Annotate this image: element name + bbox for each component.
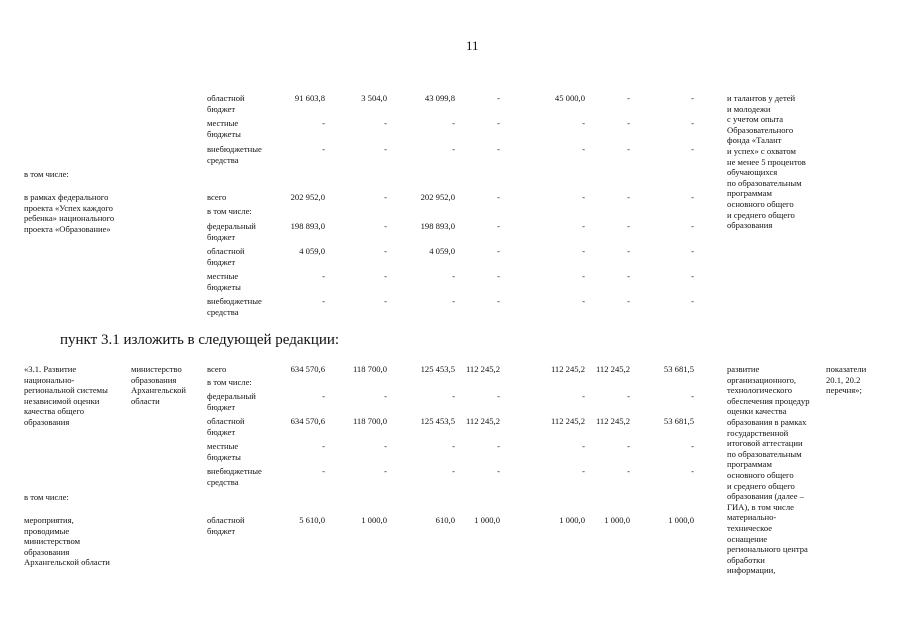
table-cell-value: - (384, 144, 387, 154)
table-cell-value: 4 059,0 (429, 246, 455, 256)
funding-source-label: федеральный (207, 391, 256, 401)
table-cell-value: 610,0 (435, 515, 455, 525)
table-cell-value: - (691, 441, 694, 451)
funding-source-label: областной (207, 93, 245, 103)
table-cell-value: - (497, 93, 500, 103)
funding-source-label: бюджет (207, 426, 236, 437)
table-cell-value: 198 893,0 (420, 221, 455, 231)
table-cell-value: - (322, 441, 325, 451)
funding-source-label: средства (207, 476, 239, 487)
table-cell-value: - (497, 466, 500, 476)
table-cell-value: - (384, 296, 387, 306)
result-text: оснащение (727, 533, 768, 544)
table-cell-value: 112 245,2 (595, 416, 630, 426)
result-text: развитие (727, 364, 760, 374)
result-text: не менее 5 процентов (727, 156, 806, 167)
result-text: программам (727, 188, 772, 199)
funding-source-label: областной (207, 246, 245, 256)
indicator-text: 20.1, 20.2 (826, 374, 861, 385)
table-cell-value: 1 000,0 (604, 515, 630, 525)
table-cell-value: - (384, 271, 387, 281)
result-text: организационного, (727, 374, 797, 385)
result-text: по образовательным (727, 448, 802, 459)
including-label: в том числе: (24, 492, 69, 502)
table-cell-value: - (384, 391, 387, 401)
table-cell-value: - (322, 391, 325, 401)
including-label: в том числе: (24, 169, 69, 179)
table-cell-value: - (691, 93, 694, 103)
table-cell-value: - (582, 144, 585, 154)
table-cell-value: - (452, 391, 455, 401)
result-text: образования (727, 220, 773, 231)
activity-name: проекта «Успех каждого (24, 202, 113, 213)
table-cell-value: - (691, 466, 694, 476)
table-cell-value: - (582, 192, 585, 202)
table-cell-value: 43 099,8 (424, 93, 455, 103)
funding-source-label: бюджеты (207, 281, 241, 292)
result-text: по образовательным (727, 177, 802, 188)
table-cell-value: - (452, 144, 455, 154)
funding-source-label: внебюджетные (207, 466, 262, 476)
table-cell-value: - (452, 271, 455, 281)
table-cell-value: - (497, 246, 500, 256)
table-cell-value: 3 504,0 (361, 93, 387, 103)
table-cell-value: - (322, 144, 325, 154)
result-text: и среднего общего (727, 209, 795, 220)
funding-source-label: средства (207, 154, 239, 165)
table-cell-value: - (691, 221, 694, 231)
table-cell-value: - (582, 118, 585, 128)
result-text: основного общего (727, 470, 794, 480)
table-cell-value: 45 000,0 (554, 93, 585, 103)
table-cell-value: 1 000,0 (474, 515, 500, 525)
result-text: технологического (727, 385, 793, 396)
funding-source-label: областной (207, 515, 245, 525)
table-cell-value: - (627, 271, 630, 281)
funding-source-label: внебюджетные (207, 296, 262, 306)
table-cell-value: - (691, 192, 694, 202)
table-cell-value: - (322, 296, 325, 306)
table-cell-value: - (384, 118, 387, 128)
activity-name: национально- (24, 374, 75, 385)
table-cell-value: - (452, 118, 455, 128)
table-cell-value: - (627, 93, 630, 103)
executor-name: Архангельской (131, 385, 186, 396)
table-cell-value: - (627, 118, 630, 128)
table-cell-value: - (627, 192, 630, 202)
table-cell-value: 5 610,0 (299, 515, 325, 525)
table-cell-value: - (384, 192, 387, 202)
indicator-text: перечня»; (826, 385, 862, 396)
table-cell-value: - (691, 271, 694, 281)
table-cell-value: 118 700,0 (352, 364, 387, 374)
table-cell-value: - (452, 441, 455, 451)
result-text: обработки (727, 554, 765, 565)
result-text: образования в рамках (727, 417, 807, 427)
table-cell-value: 112 245,2 (550, 416, 585, 426)
table-cell-value: - (582, 296, 585, 306)
table-cell-value: 112 245,2 (465, 416, 500, 426)
table-cell-value: 125 453,5 (420, 364, 455, 374)
table-cell-value: - (497, 271, 500, 281)
funding-source-label: бюджеты (207, 451, 241, 462)
table-cell-value: 202 952,0 (420, 192, 455, 202)
table-cell-value: - (582, 466, 585, 476)
table-cell-value: - (691, 118, 694, 128)
result-text: с учетом опыта (727, 114, 784, 125)
funding-source-label: федеральный (207, 221, 256, 231)
result-text: итоговой аттестации (727, 438, 803, 449)
table-cell-value: - (582, 271, 585, 281)
table-cell-value: 634 570,6 (290, 416, 325, 426)
result-text: ГИА), в том числе (727, 501, 794, 512)
result-text: государственной (727, 427, 789, 438)
result-text: и среднего общего (727, 480, 795, 491)
table-cell-value: 91 603,8 (294, 93, 325, 103)
table-cell-value: - (627, 246, 630, 256)
table-cell-value: 53 681,5 (663, 416, 694, 426)
indicator-text: показатели (826, 364, 867, 374)
table-cell-value: - (322, 118, 325, 128)
activity-name: в рамках федерального (24, 192, 109, 202)
result-text: обеспечения процедур (727, 395, 810, 406)
table-cell-value: 53 681,5 (663, 364, 694, 374)
table-cell-value: 202 952,0 (290, 192, 325, 202)
table-cell-value: - (627, 296, 630, 306)
activity-name: региональной системы (24, 385, 108, 396)
table-cell-value: - (322, 466, 325, 476)
funding-source-label: бюджет (207, 525, 236, 536)
table-cell-value: - (627, 466, 630, 476)
activity-name: проводимые (24, 525, 70, 536)
activity-name: мероприятия, (24, 515, 74, 525)
funding-source-label: всего (207, 364, 227, 374)
table-cell-value: 112 245,2 (550, 364, 585, 374)
result-text: техническое (727, 523, 773, 533)
result-text: обучающихся (727, 167, 778, 178)
table-cell-value: - (497, 192, 500, 202)
table-cell-value: - (384, 466, 387, 476)
table-cell-value: 1 000,0 (668, 515, 694, 525)
funding-source-label: бюджет (207, 103, 236, 114)
table-cell-value: - (497, 221, 500, 231)
table-cell-value: - (627, 144, 630, 154)
result-text: фонда «Талант (727, 135, 782, 146)
table-cell-value: 112 245,2 (595, 364, 630, 374)
funding-source-label: бюджет (207, 256, 236, 267)
result-text: основного общего (727, 199, 794, 209)
result-text: образования (далее – (727, 491, 804, 502)
table-cell-value: 1 000,0 (361, 515, 387, 525)
activity-name: проекта «Образование» (24, 223, 111, 234)
table-cell-value: - (582, 441, 585, 451)
result-text: программам (727, 459, 772, 470)
page-number: 11 (466, 38, 479, 53)
result-text: оценки качества (727, 406, 787, 417)
executor-name: министерство (131, 364, 182, 374)
executor-name: области (131, 395, 160, 406)
table-cell-value: - (497, 441, 500, 451)
funding-source-label: средства (207, 306, 239, 317)
activity-name: образования (24, 417, 70, 427)
activity-name: «3.1. Развитие (24, 364, 77, 374)
table-cell-value: - (582, 391, 585, 401)
activity-name: качества общего (24, 406, 85, 417)
table-cell-value: - (384, 441, 387, 451)
table-cell-value: - (497, 391, 500, 401)
table-cell-value: 634 570,6 (290, 364, 325, 374)
table-cell-value: - (497, 118, 500, 128)
table-cell-value: - (452, 296, 455, 306)
table-cell-value: - (384, 246, 387, 256)
funding-source-label: внебюджетные (207, 144, 262, 154)
result-text: материально- (727, 512, 777, 523)
table-cell-value: 198 893,0 (290, 221, 325, 231)
table-cell-value: 4 059,0 (299, 246, 325, 256)
result-text: информации, (727, 565, 776, 576)
table-cell-value: 125 453,5 (420, 416, 455, 426)
result-text: и успех» с охватом (727, 146, 796, 156)
table-cell-value: - (627, 391, 630, 401)
result-text: и молодежи (727, 103, 771, 114)
activity-name: министерством (24, 536, 81, 547)
section-heading: пункт 3.1 изложить в следующей редакции: (60, 332, 340, 348)
funding-source-label: бюджет (207, 401, 236, 412)
funding-source-label: областной (207, 416, 245, 426)
funding-source-label: местные (207, 271, 239, 281)
table-cell-value: 1 000,0 (559, 515, 585, 525)
table-cell-value: - (497, 144, 500, 154)
funding-source-label: бюджет (207, 231, 236, 242)
table-cell-value: - (691, 246, 694, 256)
table-cell-value: - (691, 144, 694, 154)
result-text: и талантов у детей (727, 93, 796, 103)
table-cell-value: - (627, 441, 630, 451)
funding-source-label: местные (207, 118, 239, 128)
table-cell-value: 118 700,0 (352, 416, 387, 426)
result-text: Образовательного (727, 124, 794, 135)
funding-source-label: местные (207, 441, 239, 451)
result-text: регионального центра (727, 544, 808, 555)
funding-source-label: в том числе: (207, 206, 252, 216)
funding-source-label: в том числе: (207, 377, 252, 387)
table-cell-value: - (627, 221, 630, 231)
table-cell-value: - (582, 246, 585, 256)
table-cell-value: - (497, 296, 500, 306)
activity-name: Архангельской области (24, 557, 110, 568)
activity-name: независимой оценки (24, 395, 100, 406)
funding-source-label: бюджеты (207, 128, 241, 139)
activity-name: образования (24, 546, 70, 557)
table-cell-value: - (691, 296, 694, 306)
executor-name: образования (131, 374, 177, 385)
table-cell-value: - (384, 221, 387, 231)
funding-source-label: всего (207, 192, 227, 202)
table-cell-value: - (322, 271, 325, 281)
table-cell-value: - (691, 391, 694, 401)
activity-name: ребенка» национального (24, 213, 115, 224)
table-cell-value: 112 245,2 (465, 364, 500, 374)
table-cell-value: - (582, 221, 585, 231)
table-cell-value: - (452, 466, 455, 476)
